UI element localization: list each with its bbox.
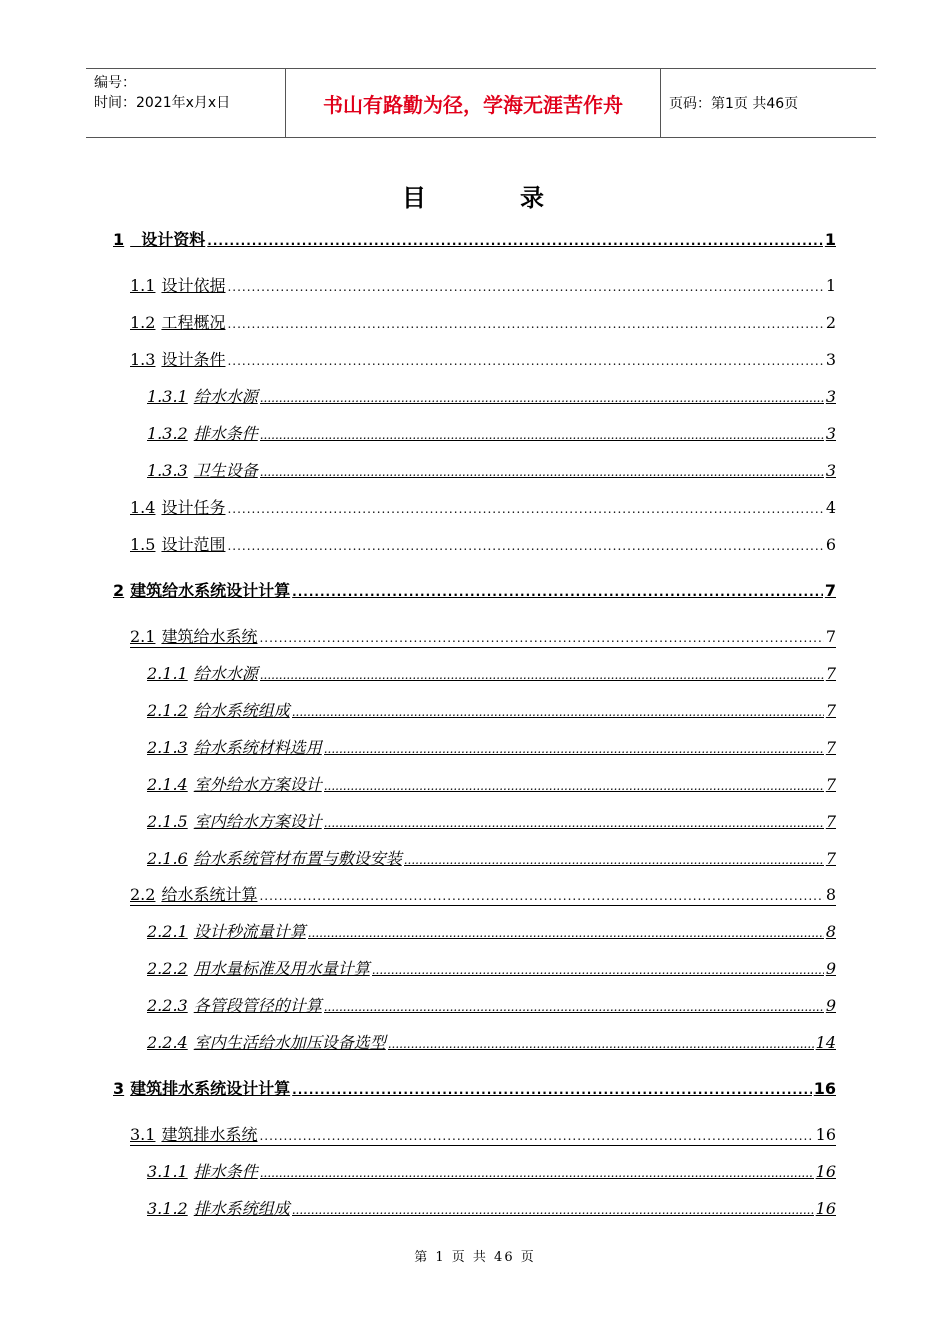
toc-number: 2.2.2 [147, 959, 188, 978]
toc-label: 给水水源 [193, 387, 258, 406]
toc-page: 7 [825, 738, 836, 757]
toc-page: 8 [825, 885, 836, 904]
toc-number: 2.2.1 [147, 922, 188, 941]
toc-entry[interactable] [147, 810, 836, 832]
toc-leader [260, 461, 824, 481]
toc-entry[interactable] [113, 228, 836, 250]
toc-label: 室内生活给水加压设备选型 [193, 1033, 386, 1052]
toc-page: 14 [815, 1033, 836, 1052]
toc-page: 9 [825, 959, 836, 978]
toc-number: 1.5 [130, 535, 156, 554]
toc-page: 1 [825, 276, 836, 295]
toc-label: 给水系统计算 [161, 885, 258, 904]
toc-page: 3 [825, 424, 836, 443]
toc-number: 2.1.3 [147, 738, 188, 757]
toc-label: 工程概况 [161, 313, 226, 332]
toc-entry[interactable] [147, 920, 836, 942]
toc-number: 1.2 [130, 313, 156, 332]
toc-leader [292, 1199, 814, 1219]
toc-number: 1.4 [130, 498, 156, 517]
toc-label: 建筑给水系统设计计算 [130, 581, 291, 600]
toc-page: 7 [825, 664, 836, 683]
toc-label: 设计资料 [141, 230, 206, 249]
toc-page: 2 [825, 313, 836, 332]
title-char-1: 目 [402, 183, 430, 212]
toc-label: 设计秒流量计算 [193, 922, 306, 941]
toc-label: 设计条件 [161, 350, 226, 369]
toc-entry[interactable] [130, 883, 836, 906]
toc-label: 用水量标准及用水量计算 [193, 959, 370, 978]
toc-page: 3 [825, 461, 836, 480]
page-footer: 第 1 页 共 46 页 [414, 1250, 536, 1265]
toc-page: 16 [813, 1079, 836, 1098]
number-label: 编号： [94, 75, 136, 91]
toc-leader [227, 350, 823, 370]
toc-number: 2.1.1 [147, 664, 188, 683]
toc-entry[interactable] [113, 1077, 836, 1099]
toc-leader [324, 996, 824, 1016]
header-page-info: 页码：第1页 共46页 [669, 96, 799, 112]
toc-leader [227, 313, 823, 333]
toc-leader [308, 922, 824, 942]
toc-page: 6 [825, 535, 836, 554]
toc-leader [207, 230, 823, 250]
toc-entry[interactable] [130, 625, 836, 648]
toc-number: 2.2.4 [147, 1033, 188, 1052]
toc-leader [227, 498, 823, 518]
toc-entry[interactable] [147, 699, 836, 721]
toc-leader [292, 701, 824, 721]
toc-label: 给水系统材料选用 [193, 738, 322, 757]
toc-entry[interactable] [147, 662, 836, 684]
toc-leader [260, 1162, 814, 1182]
toc-number: 1.3.2 [147, 424, 188, 443]
toc-label: 建筑排水系统设计计算 [130, 1079, 291, 1098]
toc-label: 卫生设备 [193, 461, 258, 480]
toc-entry[interactable] [147, 422, 836, 444]
toc-page: 8 [825, 922, 836, 941]
toc-entry[interactable] [147, 1031, 836, 1053]
toc-entry[interactable] [147, 957, 836, 979]
toc-page: 7 [825, 849, 836, 868]
toc-page: 1 [824, 230, 836, 249]
toc-page: 16 [815, 1199, 836, 1218]
toc-leader [324, 738, 824, 758]
toc-leader [227, 276, 823, 296]
toc-leader [260, 664, 824, 684]
page-title [0, 178, 950, 213]
toc-entry[interactable] [147, 994, 836, 1016]
toc-page: 7 [825, 701, 836, 720]
toc-entry[interactable] [130, 348, 836, 370]
toc-entry[interactable] [113, 579, 836, 601]
toc-label: 给水系统组成 [193, 701, 290, 720]
toc-leader [260, 387, 824, 407]
toc-leader [404, 849, 824, 869]
toc-label: 排水条件 [193, 1162, 258, 1181]
toc-label: 排水系统组成 [193, 1199, 290, 1218]
toc-number: 1.3.1 [147, 387, 188, 406]
toc-entry[interactable] [130, 274, 836, 296]
toc-label: 室内给水方案设计 [193, 812, 322, 831]
toc-number: 1.1 [130, 276, 156, 295]
toc-entry[interactable] [147, 736, 836, 758]
toc-label: 给水水源 [193, 664, 258, 683]
toc-number: 2.1 [130, 627, 156, 646]
toc-entry[interactable] [130, 496, 836, 518]
toc-leader [260, 424, 824, 444]
toc-label: 室外给水方案设计 [193, 775, 322, 794]
toc-entry[interactable] [130, 533, 836, 555]
toc-leader [388, 1033, 814, 1053]
toc-leader [292, 581, 823, 601]
toc-page: 7 [825, 627, 836, 646]
toc-number: 1.3 [130, 350, 156, 369]
time-label: 时间：2021年x月x日 [94, 95, 231, 111]
toc-page: 7 [824, 581, 836, 600]
toc-number: 3.1.2 [147, 1199, 188, 1218]
toc-label: 设计任务 [161, 498, 226, 517]
toc-number: 2.1.6 [147, 849, 188, 868]
toc-entry[interactable] [147, 459, 836, 481]
toc-page: 4 [825, 498, 836, 517]
toc-number: 2.2.3 [147, 996, 188, 1015]
toc-number: 2.2 [130, 885, 156, 904]
toc-page: 7 [825, 775, 836, 794]
toc-number: 2.1.2 [147, 701, 188, 720]
toc-leader [292, 1079, 812, 1099]
header-meta-cell [86, 69, 286, 137]
toc-leader [259, 1125, 813, 1145]
toc-number: 3.1.1 [147, 1162, 188, 1181]
toc-label: 建筑给水系统 [161, 627, 258, 646]
toc-number: 3 [113, 1079, 125, 1098]
toc-page: 16 [815, 1125, 836, 1144]
toc-label: 设计范围 [161, 535, 226, 554]
toc-leader [324, 775, 824, 795]
toc-leader [227, 535, 823, 555]
toc-page: 7 [825, 812, 836, 831]
toc-entry[interactable] [147, 773, 836, 795]
toc-entry[interactable] [147, 385, 836, 407]
toc-label: 设计依据 [161, 276, 226, 295]
toc-page: 3 [825, 387, 836, 406]
toc-label: 排水条件 [193, 424, 258, 443]
toc-entry[interactable] [130, 1123, 836, 1146]
toc-label: 建筑排水系统 [161, 1125, 258, 1144]
toc-number: 2 [113, 581, 125, 600]
toc-number: 3.1 [130, 1125, 156, 1144]
header-table [86, 68, 876, 138]
toc-leader [372, 959, 824, 979]
header-slogan: 书山有路勤为径，学海无涯苦作舟 [286, 69, 661, 137]
toc-page: 16 [815, 1162, 836, 1181]
toc-leader [259, 627, 823, 647]
toc-label: 给水系统管材布置与敷设安装 [193, 849, 402, 868]
toc-entry[interactable] [130, 311, 836, 333]
toc-label: 各管段管径的计算 [193, 996, 322, 1015]
toc-page: 3 [825, 350, 836, 369]
toc-page: 9 [825, 996, 836, 1015]
toc-leader [259, 885, 823, 905]
toc-entry[interactable] [147, 1197, 836, 1219]
title-char-2: 录 [520, 183, 548, 212]
toc-number: 1.3.3 [147, 461, 188, 480]
toc-number: 2.1.4 [147, 775, 188, 794]
toc-leader [324, 812, 824, 832]
toc-entry[interactable] [147, 1160, 836, 1182]
toc-number: 1 [113, 230, 125, 249]
toc-number: 2.1.5 [147, 812, 188, 831]
toc-entry[interactable] [147, 847, 836, 869]
